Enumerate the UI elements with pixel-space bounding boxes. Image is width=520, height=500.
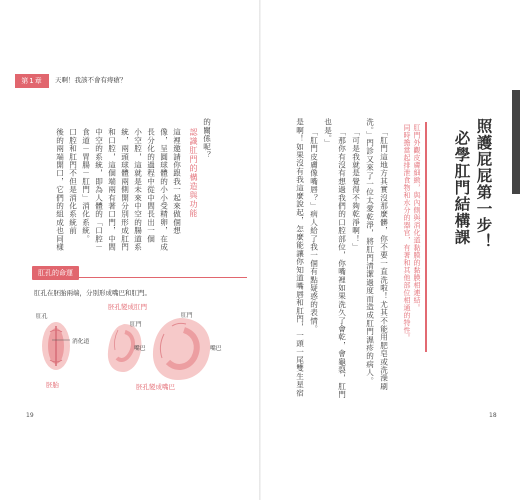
body-paragraph: 「那你有沒有想過我們的口腔部位，你嘴裡如果洗久了會乾，會龜裂，肛門 xyxy=(337,128,347,399)
chapter-tab: 第1章 xyxy=(15,74,49,88)
intro-line: 肛門外觀皮膚細緻，與內側與消化道黏膜的黏膜相連結。 xyxy=(413,124,421,312)
label-anus-hole: 肛孔 xyxy=(36,314,48,320)
left-body-line: 統，兩頭球體兩側開分別形成肛門 xyxy=(120,128,130,251)
figure-caption: 肛孔在胚胎兩端，分別形成嘴巴和肛門。 xyxy=(34,289,151,297)
label-anus-right: 肛門 xyxy=(181,313,193,319)
label-gut: 消化道 xyxy=(72,339,90,345)
page-number-right: 18 xyxy=(489,412,497,419)
figure-tag: 肛孔的命運 xyxy=(32,266,79,280)
running-title: 天啊！我該不會有痔瘡？ xyxy=(55,76,127,84)
left-body-line: 小空腔，這就是未來中空的腸道系 xyxy=(133,128,143,251)
left-body-line: 中空的系統，即為人體的「口腔－ xyxy=(94,128,104,251)
label-embryo: 胚胎 xyxy=(46,381,59,389)
left-body-line: 這裡邀請你跟我一起來做個想 xyxy=(172,128,182,235)
left-body-line: 像，呈圓球體的小小受精卵，在成 xyxy=(159,128,169,251)
left-body-line: 長分化的過程中從中間長出一個 xyxy=(146,128,156,243)
body-paragraph: 也是。」 xyxy=(323,118,333,147)
title-line-1: 照護屁屁第一步！ xyxy=(474,118,494,250)
body-paragraph: 「肛門這地方其實沒那麼髒，你不要一直洗啦！尤其不能用肥皂或洗澡刷 xyxy=(379,128,389,391)
left-body-line: 後的兩端開口，它們的組成也同樣 xyxy=(55,128,65,251)
label-blastopore-anus: 胚孔變成肛門 xyxy=(108,303,147,311)
title-line-2: 必學肛門結構課 xyxy=(452,130,472,246)
label-blastopore-mouth: 胚孔變成嘴巴 xyxy=(136,383,175,391)
body-paragraph: 「肛門皮膚像嘴唇？」病人給了我一個有點疑惑的表情。 xyxy=(309,128,319,333)
section-heading: 認識肛門的構造與功能 xyxy=(189,128,198,218)
chapter-edge-tab xyxy=(512,90,520,194)
left-body-line: 口腔和肛門不但是消化系統前 xyxy=(68,128,78,235)
body-paragraph: 是啊！如果沒有我這麼說起，怎麼能讓你知道嘴唇和肛門，一頭一尾雙生星宿 xyxy=(295,118,305,397)
body-paragraph: 洗。」門診又來了一位太愛乾淨，將肛門清潔過度而造成肛門濕疹的病人。 xyxy=(365,118,375,385)
left-body-line: 和口腔，這個端兩有著口門，中間 xyxy=(107,128,117,251)
title-divider xyxy=(425,122,427,352)
label-mouth-mid: 嘴巴 xyxy=(134,346,146,352)
left-body-line: 食道－胃腸－肛門」消化系統。 xyxy=(81,128,91,243)
label-anus-mid: 肛門 xyxy=(130,322,142,328)
embryo-illustration xyxy=(36,318,76,374)
intro-line: 同時擔當起排泄食物和水分的器官，有著和其他部位相通的特性。 xyxy=(403,124,411,342)
body-paragraph: 「可是我就是覺得不夠乾淨啊！」 xyxy=(351,128,361,251)
leader-line xyxy=(52,339,72,341)
label-mouth-right: 嘴巴 xyxy=(210,346,222,352)
figure-rule xyxy=(32,277,247,278)
page-number-left: 19 xyxy=(26,412,34,419)
embryo-mouth-illustration xyxy=(150,316,214,382)
left-top-line: 的關係呢？ xyxy=(202,118,212,159)
